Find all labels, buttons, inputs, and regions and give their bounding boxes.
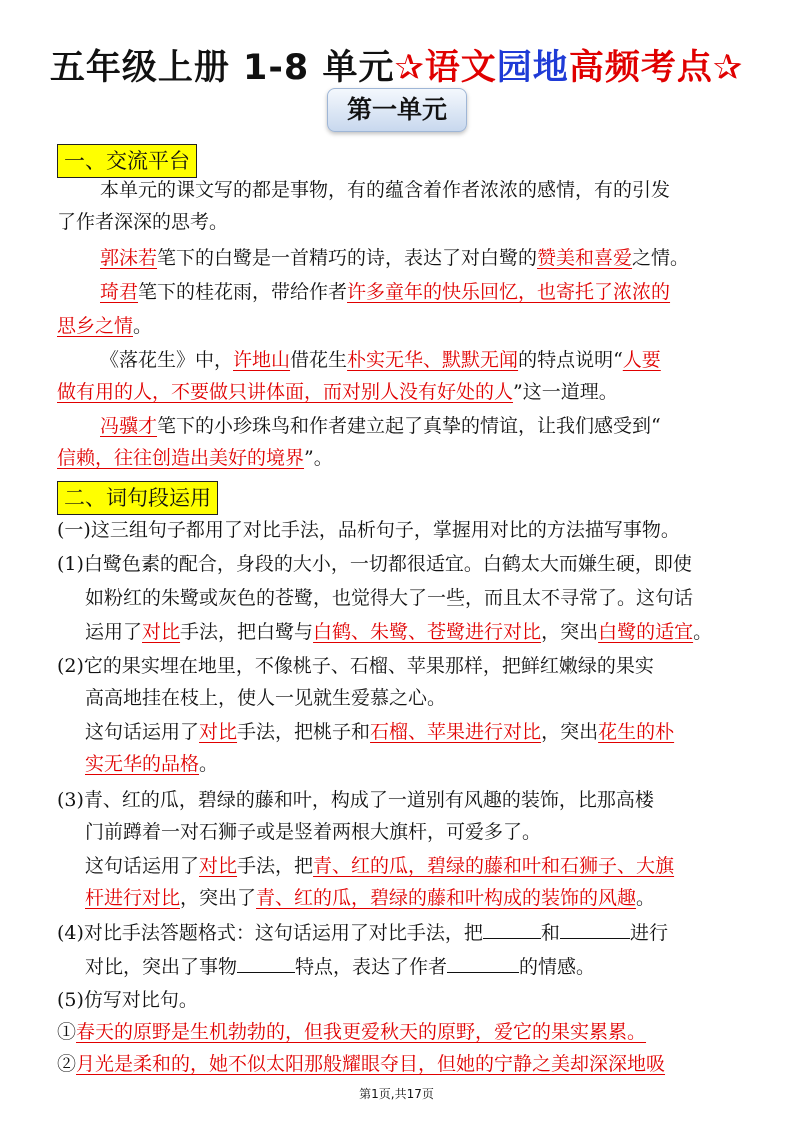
page-title	[0, 40, 793, 90]
answer-highlight: 春天的原野是生机勃勃的，但我更爱秋天的原野，爱它的果实累累。	[76, 1021, 647, 1043]
text-segment: 特点，表达了作者	[295, 956, 448, 978]
paragraph-line: 了作者深深的思考。	[57, 211, 229, 233]
paragraph-line: 如粉红的朱鹭或灰色的苍鹭，也觉得大了一些，而且太不寻常了。这句话	[85, 587, 694, 609]
paragraph-line	[57, 918, 668, 947]
paragraph-line: (1)白鹭色素的配合，身段的大小，一切都很适宜。白鹤太大而嫌生硬，即使	[57, 553, 692, 575]
paragraph-line	[85, 718, 674, 746]
answer-highlight: 实无华的品格	[85, 753, 200, 775]
text-segment: 这句话运用了	[85, 721, 200, 743]
answer-highlight: 赞美和喜爱	[537, 247, 633, 269]
title-yuandi: 园地	[496, 48, 569, 88]
text-segment: 的情感。	[519, 956, 596, 978]
paragraph-line: (3)青、红的瓜，碧绿的藤和叶，构成了一道别有风趣的装饰，比那高楼	[57, 789, 654, 811]
answer-highlight: 对比	[199, 721, 238, 743]
paragraph-line	[57, 378, 618, 406]
paragraph-line	[85, 750, 218, 778]
answer-highlight: 青、红的瓜，碧绿的藤和叶构成的装饰的风趣	[256, 887, 637, 909]
text-segment: 。	[133, 315, 153, 337]
paragraph-line: 门前蹲着一对石狮子或是竖着两根大旗杆，可爱多了。	[85, 821, 542, 843]
text-segment: 手法，把白鹭与	[180, 621, 314, 643]
text-segment: 进行	[629, 922, 668, 944]
answer-highlight: 白鹤、朱鹭、苍鹭进行对比	[313, 621, 542, 643]
answer-highlight: 做有用的人，不要做只讲体面，而对别人没有好处的人	[57, 381, 514, 403]
paragraph-line: (一)这三组句子都用了对比手法，品析句子，掌握用对比的方法描写事物。	[57, 519, 680, 541]
answer-highlight: 对比	[199, 855, 238, 877]
circled-number: ②	[57, 1053, 77, 1075]
title-kaodian: 高频考点	[568, 48, 713, 88]
paragraph-line	[100, 278, 670, 306]
answer-highlight: 青、红的瓜，碧绿的藤和叶和石狮子、大旗	[313, 855, 675, 877]
author-name: 冯骥才	[100, 415, 158, 437]
answer-highlight: 许多童年的快乐回忆，也寄托了浓浓的	[347, 281, 671, 303]
paragraph-line	[57, 444, 333, 472]
fill-blank[interactable]	[237, 952, 295, 973]
answer-highlight: 对比	[142, 621, 181, 643]
text-segment: 。	[693, 621, 713, 643]
answer-highlight: 月光是柔和的，她不似太阳那般耀眼夺目，但她的宁静之美却深深地吸	[76, 1053, 666, 1075]
paragraph-line	[85, 884, 655, 912]
circled-number: ①	[57, 1021, 77, 1043]
text-segment: 运用了	[85, 621, 143, 643]
fill-blank[interactable]	[560, 918, 630, 939]
text-segment: 这句话运用了	[85, 855, 200, 877]
text-segment: 手法，把	[237, 855, 314, 877]
text-segment: 。	[636, 887, 656, 909]
author-name: 郭沫若	[100, 247, 158, 269]
author-name: 许地山	[233, 349, 291, 371]
text-segment: (4)对比手法答题格式：这句话运用了对比手法，把	[57, 922, 483, 944]
text-segment: ”这一道理。	[513, 381, 618, 403]
title-yuwen: 语文	[424, 48, 497, 88]
author-name: 琦君	[100, 281, 139, 303]
text-segment: 借花生	[290, 349, 348, 371]
paragraph-line	[85, 852, 674, 880]
answer-highlight: 人要	[622, 349, 661, 371]
text-segment: ，突出了	[180, 887, 257, 909]
text-segment: 的特点说明“	[518, 349, 623, 371]
text-segment: 。	[199, 753, 219, 775]
text-segment: ，突出	[541, 621, 599, 643]
page-footer: 第1页,共17页	[359, 1087, 434, 1101]
paragraph-line: (5)仿写对比句。	[57, 989, 198, 1011]
text-segment: 对比，突出了事物	[85, 956, 238, 978]
text-segment: 笔下的小珍珠鸟和作者建立起了真挚的情谊，让我们感受到“	[157, 415, 661, 437]
unit-badge: 第一单元	[327, 88, 467, 132]
text-segment: 笔下的桂花雨，带给作者	[138, 281, 348, 303]
fill-blank[interactable]	[483, 918, 541, 939]
section-heading-usage: 二、词句段运用	[57, 481, 218, 515]
paragraph-line: 高高地挂在枝上，使人一见就生爱慕之心。	[85, 687, 447, 709]
answer-highlight: 思乡之情	[57, 315, 134, 337]
text-segment: 手法，把桃子和	[237, 721, 371, 743]
paragraph-line	[100, 412, 661, 440]
paragraph-line: 本单元的课文写的都是事物，有的蕴含着作者浓浓的感情，有的引发	[100, 179, 671, 201]
title-grade: 五年级上册 1-8 单元	[49, 48, 395, 88]
section-heading-exchange: 一、交流平台	[57, 144, 197, 178]
answer-highlight: 朴实无华、默默无闻	[347, 349, 519, 371]
paragraph-line	[100, 346, 661, 374]
text-segment: 笔下的白鹭是一首精巧的诗，表达了对白鹭的	[157, 247, 538, 269]
answer-highlight: 信赖，往往创造出美好的境界	[57, 447, 305, 469]
answer-highlight: 杆进行对比	[85, 887, 181, 909]
text-segment: 之情。	[632, 247, 690, 269]
fill-blank[interactable]	[447, 952, 519, 973]
paragraph-line	[85, 618, 712, 646]
answer-highlight: 白鹭的适宜	[598, 621, 694, 643]
example-sentence	[57, 1018, 646, 1046]
star-icon: ✰	[712, 48, 744, 88]
text-segment: 和	[540, 922, 560, 944]
paragraph-line	[100, 244, 689, 272]
text-segment: 《落花生》中，	[100, 349, 234, 371]
answer-highlight: 花生的朴	[598, 721, 675, 743]
paragraph-line	[57, 312, 152, 340]
star-icon: ✰	[394, 48, 425, 88]
text-segment: ，突出	[541, 721, 599, 743]
answer-highlight: 石榴、苹果进行对比	[370, 721, 542, 743]
paragraph-line: (2)它的果实埋在地里，不像桃子、石榴、苹果那样，把鲜红嫩绿的果实	[57, 655, 654, 677]
text-segment: ”。	[304, 447, 333, 469]
paragraph-line	[85, 952, 595, 981]
example-sentence	[57, 1050, 665, 1078]
